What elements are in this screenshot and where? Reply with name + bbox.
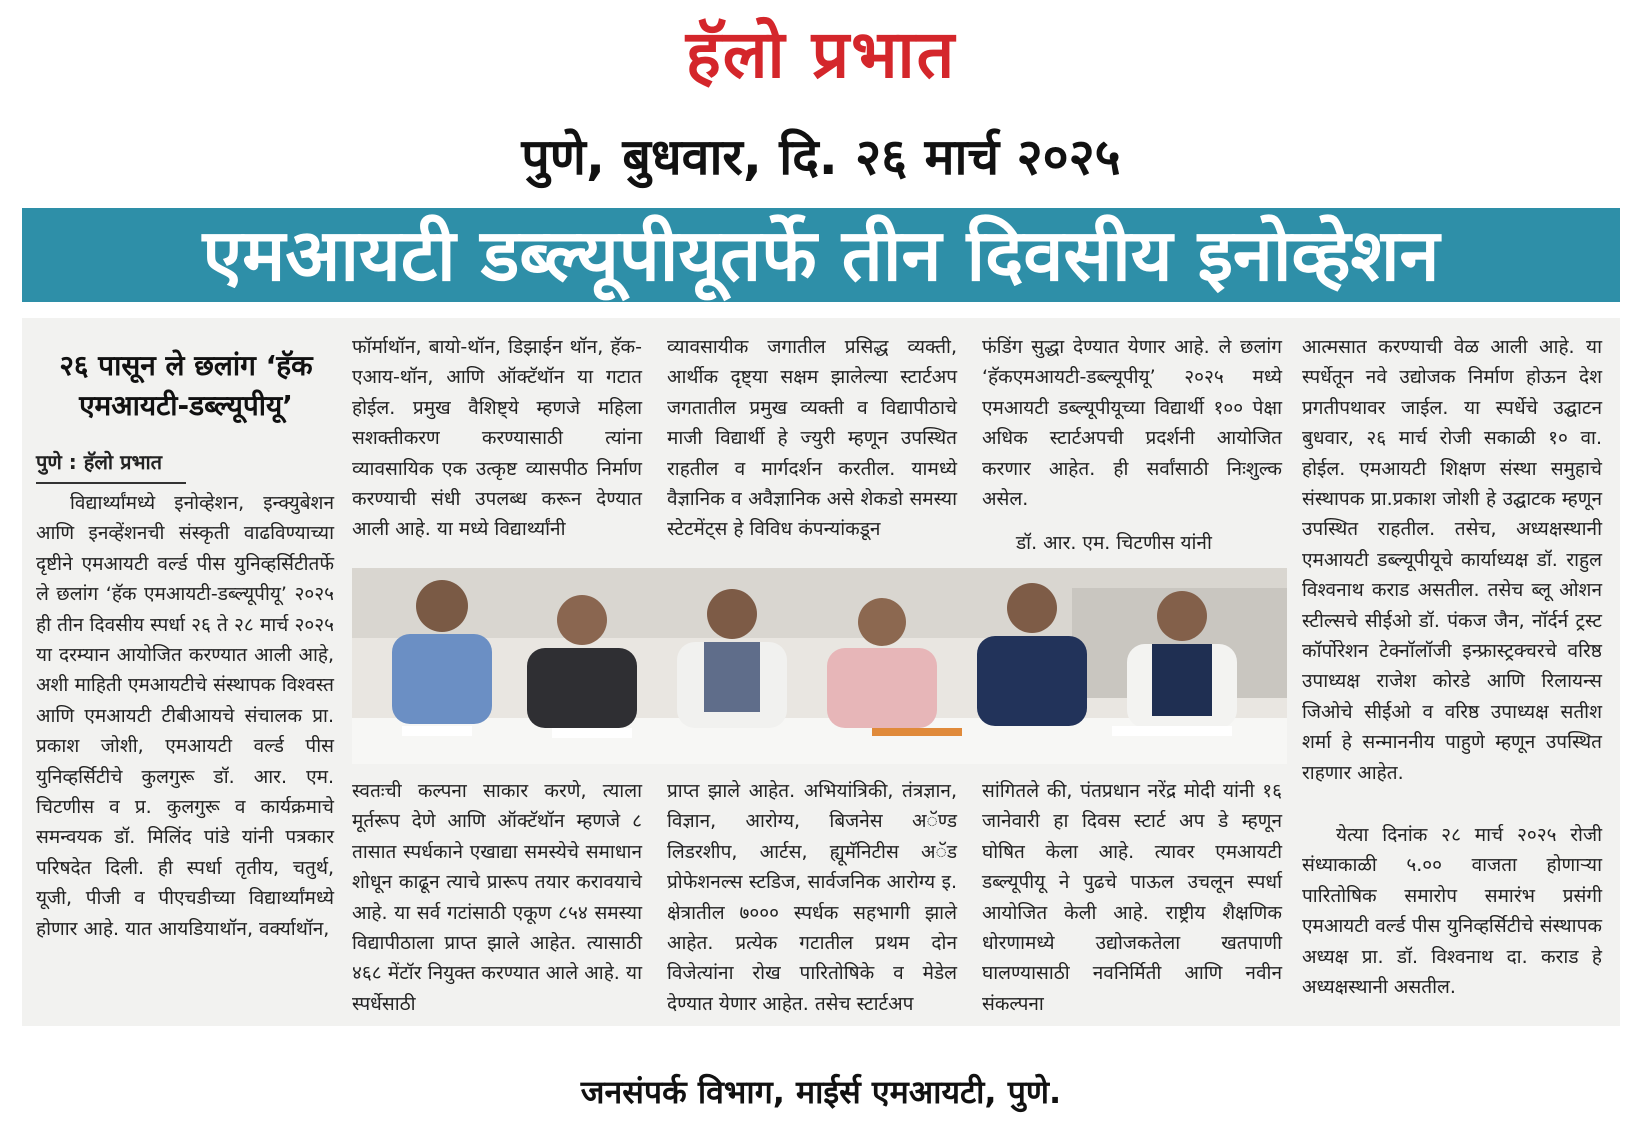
byline: पुणे : हॅलो प्रभात <box>36 450 163 474</box>
column-2-top-text: फॉर्माथॉन, बायो-थॉन, डिझाईन थॉन, हॅक-एआय-थॉन, आणि ऑक्टॅथॉन या गटात होईल. प्रमुख वैशिष्ट्ये म्हणजे महिला सशक्तीकरण करण्यासाठी त्यांना व्यावसायिक एक उत्कृष्ट व्यासपीठ निर्माण करण्याची संधी उपलब्ध करून देण्यात आली आहे. या मध्ये विद्यार्थ्यांनी <box>352 336 642 541</box>
press-conference-photo <box>352 568 1287 764</box>
dateline: पुणे, बुधवार, दि. २६ मार्च २०२५ <box>521 128 1121 186</box>
subheadline: २६ पासून ले छलांग ‘हॅक एमआयटी-डब्ल्यूपीयू’ <box>59 349 313 422</box>
column-4-bottom-text: सांगितले की, पंतप्रधान नरेंद्र मोदी यांनी १६ जानेवारी हा दिवस स्टार्ट अप डे म्हणून घोषित केला आहे. त्यावर एमआयटी डब्ल्यूपीयू ने पुढचे पाऊल उचलून स्पर्धा आयोजित केली आहे. राष्ट्रीय शैक्षणिक धोरणामध्ये उद्योजकतेला खतपाणी घालण्यासाठी नवनिर्मिती आणि नवीन संकल्पना <box>982 780 1282 1015</box>
byline-divider <box>36 482 186 484</box>
column-1-text: विद्यार्थ्यांमध्ये इनोव्हेशन, इन्क्युबेशन आणि इनव्हेंशनची संस्कृती वाढविण्याच्या दृष्टीने एमआयटी वर्ल्ड पीस युनिव्हर्सिटीतर्फे ले छलांग ‘हॅक एमआयटी-डब्ल्यूपीयू’ २०२५ ही तीन दिवसीय स्पर्धा २६ ते २८ मार्च २०२५ या दरम्यान आयोजित करण्यात आली आहे, अशी माहिती एमआयटीचे संस्थापक विश्वस्त आणि एमआयटी टीबीआयचे संचालक प्रा. प्रकाश जोशी, एमआयटी वर्ल्ड पीस युनिव्हर्सिटीचे कुलगुरू डॉ. आर. एम. चिटणीस व प्र. कुलगुरू व कार्यक्रमाचे समन्वयक डॉ. मिलिंद पांडे यांनी पत्रकार परिषदेत दिली. ही स्पर्धा तृतीय, चतुर्थ, यूजी, पीजी व पीएचडीच्या विद्यार्थ्यांमध्ये होणार आहे. यात आयडियाथॉन, वर्क्याथॉन, <box>36 492 334 940</box>
column-5-paragraph-1: आत्मसात करण्याची वेळ आली आहे. या स्पर्धेतून नवे उद्योजक निर्माण होऊन देश प्रगतीपथावर जाईल. या स्पर्धेचे उद्घाटन बुधवार, २६ मार्च रोजी सकाळी १० वा. होईल. एमआयटी शिक्षण संस्था समुहाचे संस्थापक प्रा.प्रकाश जोशी हे उद्घाटक म्हणून उपस्थित राहतील. तसेच, अध्यक्षस्थानी एमआयटी डब्ल्यूपीयूचे कार्याध्यक्ष डॉ. राहुल विश्वनाथ कराड असतील. तसेच ब्लू ओशन स्टील्सचे सीईओ डॉ. पंकज जैन, नॉर्दर्न ट्रस्ट कॉर्पोरेशन टेक्नॉलॉजी इन्फ्रास्ट्रक्चरचे वरिष्ठ उपाध्यक्ष राजेश कोरडे आणि रिलायन्स जिओचे सीईओ व वरिष्ठ उपाध्यक्ष सतीश शर्मा हे सन्माननीय पाहुणे म्हणून उपस्थित राहणार आहेत. <box>1302 336 1602 784</box>
column-3-bottom-text: प्राप्त झाले आहेत. अभियांत्रिकी, तंत्रज्ञान, विज्ञान, आरोग्य, बिजनेस अॅण्ड लिडरशीप, आर्टस, ह्यूमॅनिटीस अॅड प्रोफेशनल्स स्टडिज, सार्वजनिक आरोग्य इ. क्षेत्रातील ७००० स्पर्धक सहभागी झाले आहेत. प्रत्येक गटातील प्रथम दोन विजेत्यांना रोख पारितोषिके व मेडेल देण्यात येणार आहेत. तसेच स्टार्टअप <box>667 780 957 1015</box>
newspaper-masthead: हॅलो प्रभात <box>685 15 957 93</box>
footer-credit: जनसंपर्क विभाग, माईर्स एमआयटी, पुणे. <box>580 1073 1062 1111</box>
headline-banner: एमआयटी डब्ल्यूपीयूतर्फे तीन दिवसीय इनोव्हेशन <box>22 208 1620 302</box>
column-4-top-text: फंडिंग सुद्धा देण्यात येणार आहे. ले छलांग ‘हॅकएमआयटी-डब्ल्यूपीयू’ २०२५ मध्ये एमआयटी डब्ल्यूपीयूच्या विद्यार्थी १०० पेक्षा अधिक स्टार्टअपची प्रदर्शनी आयोजित करणार आहेत. ही सर्वांसाठी निःशुल्क असेल. <box>982 336 1282 511</box>
column-2-bottom-text: स्वतःची कल्पना साकार करणे, त्याला मूर्तरूप देणे आणि ऑक्टॅथॉन म्हणजे ८ तासात स्पर्धकाने एखाद्या समस्येचे समाधान शोधून काढून त्याचे प्रारूप तयार करावयाचे आहे. या सर्व गटांसाठी एकूण ८५४ समस्या विद्यापीठाला प्राप्त झाले आहेत. त्यासाठी ४६८ मेंटॉर नियुक्त करण्यात आले आहे. या स्पर्धेसाठी <box>352 780 642 1015</box>
column-5-paragraph-2: येत्या दिनांक २८ मार्च २०२५ रोजी संध्याकाळी ५.०० वाजता होणाऱ्या पारितोषिक समारोप समारंभ प्रसंगी एमआयटी वर्ल्ड पीस युनिव्हर्सिटीचे संस्थापक अध्यक्ष प्रा. डॉ. विश्वनाथ दा. कराड हे अध्यक्षस्थानी असतील. <box>1302 824 1602 999</box>
column-4-top-text-continued: डॉ. आर. एम. चिटणीस यांनी <box>1016 532 1212 554</box>
column-3-top-text: व्यावसायीक जगातील प्रसिद्ध व्यक्ती, आर्थीक दृष्ट्या सक्षम झालेल्या स्टार्टअप जगतातील प्रमुख व्यक्ती व विद्यापीठाचे माजी विद्यार्थी हे ज्युरी म्हणून उपस्थित राहतील व मार्गदर्शन करतील. यामध्ये वैज्ञानिक व अवैज्ञानिक असे शेकडो समस्या स्टेटमेंट्स हे विविध कंपन्यांकडून <box>667 336 957 541</box>
